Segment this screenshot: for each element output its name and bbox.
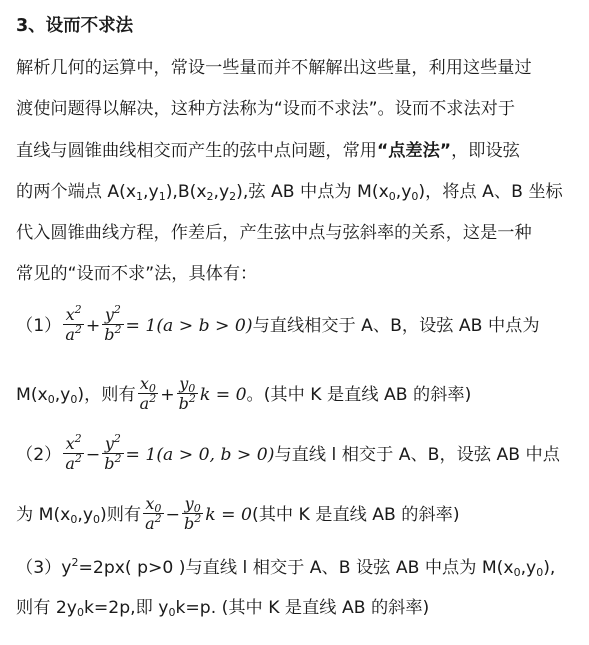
result-rest: k = 0 [199, 385, 247, 405]
case-label: （2） [16, 445, 62, 465]
numerator: $x^2$ [63, 434, 84, 454]
case-text: 与直线 l 相交于 A、B，设弦 AB 中点 [274, 445, 560, 465]
subscript: 0 [93, 513, 100, 526]
subscript: 0 [76, 606, 84, 619]
case-text: （3）y [16, 558, 72, 578]
subscript: 0 [513, 566, 521, 579]
subscript: 1 [136, 190, 144, 203]
numerator: $y^2$ [102, 434, 123, 454]
numerator: $y_0$ [182, 494, 203, 514]
denominator: $b^2$ [184, 511, 202, 533]
case-text: 则有 2y [16, 598, 77, 618]
point-difference-method: “点差法” [376, 141, 452, 161]
case2-line-1 [16, 432, 560, 478]
intro-line-2: 渡使问题得以解决，这种方法称为“设而不求法”。设而不求法对于 [16, 99, 516, 119]
subscript: 0 [70, 393, 78, 406]
fraction-x2-a2 [63, 302, 84, 344]
case-text: k=p. (其中 K 是直线 AB 的斜率) [175, 598, 430, 618]
intro-text: ,y [213, 182, 230, 202]
case3-line-1 [16, 557, 555, 579]
case-text: ,y [54, 385, 71, 405]
case-text: 与直线相交于 A、B，设弦 AB 中点为 [252, 316, 540, 336]
case3-line-2 [16, 597, 429, 619]
case-label: （1） [16, 316, 62, 336]
fraction-x0-a2 [143, 494, 164, 533]
intro-text: ,y [143, 182, 159, 202]
fraction-x0-a2 [138, 374, 159, 413]
case-text: ,y [520, 558, 537, 578]
intro-line-4 [16, 181, 563, 203]
intro-text: ,y [395, 182, 412, 202]
case-text: 为 M(x [16, 505, 71, 525]
case-text: ,y [77, 505, 93, 525]
subscript: 0 [411, 190, 419, 203]
denominator: $a^2$ [65, 322, 82, 344]
numerator: $y^2$ [102, 305, 123, 325]
subscript: 0 [388, 190, 396, 203]
intro-text: ),B(x [165, 182, 207, 202]
denominator: $b^2$ [104, 322, 122, 344]
fraction-x2-a2 [63, 431, 84, 473]
superscript: 2 [71, 556, 79, 569]
case-text: M(x [16, 385, 48, 405]
plus-sign: + [160, 385, 175, 405]
numerator: $x_0$ [138, 374, 159, 394]
fraction-y2-b2 [102, 431, 123, 473]
section-heading: 3、设而不求法 [16, 16, 134, 36]
denominator: $a^2$ [139, 391, 157, 413]
intro-line-1: 解析几何的运算中，常设一些量而并不解解出这些量，利用这些量过 [16, 58, 532, 78]
intro-text: ),弦 AB 中点为 M(x [236, 182, 389, 202]
case-text: =2px( p>0 )与直线 l 相交于 A、B 设弦 AB 中点为 M(x [78, 558, 514, 578]
equation-rest: = 1(a > b > 0) [125, 316, 253, 336]
minus-sign: − [165, 505, 181, 525]
numerator: $y_0$ [177, 374, 198, 394]
numerator: $x^2$ [63, 305, 84, 325]
subscript: 0 [536, 566, 544, 579]
fraction-y0-b2 [177, 374, 198, 413]
case1-line-1 [16, 303, 540, 349]
subscript: 0 [70, 513, 78, 526]
subscript: 2 [206, 190, 214, 203]
case-text: 。(其中 K 是直线 AB 的斜率) [246, 385, 472, 405]
subscript: 1 [158, 190, 166, 203]
intro-text: )，将点 A、B 坐标 [418, 182, 563, 202]
case-text: ), [543, 558, 556, 578]
fraction-y0-b2 [182, 494, 203, 533]
fraction-y2-b2 [102, 302, 123, 344]
denominator: $b^2$ [104, 451, 122, 473]
denominator: $b^2$ [178, 391, 196, 413]
numerator: $x_0$ [143, 494, 164, 514]
intro-line-6: 常见的“设而不求”法，具体有： [16, 264, 258, 284]
plus-sign: + [85, 316, 101, 336]
case2-line-2 [16, 492, 460, 538]
intro-text: 的两个端点 A(x [16, 182, 137, 202]
case1-line-2 [16, 372, 471, 418]
intro-text: 直线与圆锥曲线相交而产生的弦中点问题，常用 [16, 141, 377, 161]
intro-line-5: 代入圆锥曲线方程，作差后，产生弦中点与弦斜率的关系，这是一种 [16, 223, 532, 243]
subscript: 0 [47, 393, 55, 406]
case-text: )则有 [100, 505, 142, 525]
intro-line-3 [16, 140, 520, 162]
denominator: $a^2$ [145, 511, 162, 533]
equation-rest: = 1(a > 0, b > 0) [125, 445, 275, 465]
subscript: 0 [168, 606, 176, 619]
case-text: (其中 K 是直线 AB 的斜率) [251, 505, 460, 525]
result-rest: k = 0 [205, 505, 252, 525]
case-text: k=2p,即 y [83, 598, 169, 618]
subscript: 2 [229, 190, 237, 203]
minus-sign: − [85, 445, 101, 465]
intro-text: ，即设弦 [451, 141, 520, 161]
case-text: )，则有 [77, 385, 136, 405]
denominator: $a^2$ [65, 451, 82, 473]
